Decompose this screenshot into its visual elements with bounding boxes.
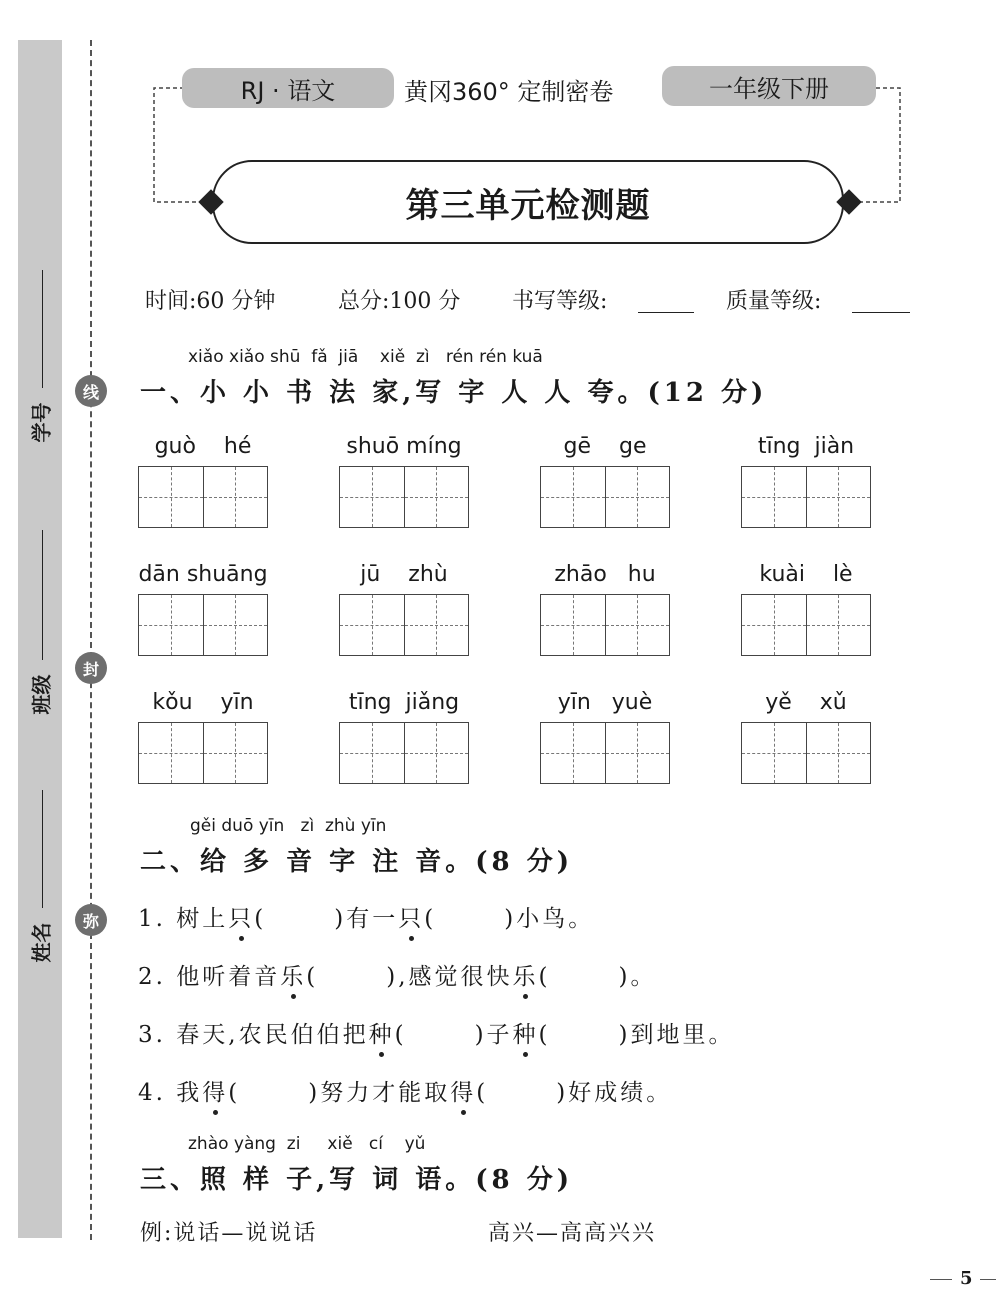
target-char: 只 xyxy=(398,900,424,933)
tian-grid-box[interactable] xyxy=(540,594,670,656)
word-pinyin: guò hé xyxy=(154,434,252,459)
writing-cell[interactable] xyxy=(405,595,469,655)
word-pinyin: yīn yuè xyxy=(557,690,653,715)
tian-grid-box[interactable] xyxy=(138,594,268,656)
page-rule-right xyxy=(980,1279,996,1280)
tian-grid-box[interactable] xyxy=(339,722,469,784)
target-char: 乐 xyxy=(280,958,306,991)
seal-mark-line: 线 xyxy=(75,375,107,407)
writing-cell[interactable] xyxy=(340,595,405,655)
word-pinyin: tīng jiǎng xyxy=(348,690,460,715)
tian-grid-box[interactable] xyxy=(540,466,670,528)
tian-grid-box[interactable] xyxy=(339,466,469,528)
section3-title: 三、照 样 子,写 词 语。(8 分) xyxy=(140,1165,574,1195)
writing-cell[interactable] xyxy=(807,723,871,783)
exam-title: 第三单元检测题 xyxy=(212,160,844,244)
word-pinyin: dān shuāng xyxy=(138,562,268,587)
writing-cell[interactable] xyxy=(742,723,807,783)
writing-cell[interactable] xyxy=(606,467,670,527)
word-pinyin: jū zhù xyxy=(360,562,448,587)
class-blank[interactable] xyxy=(42,530,43,660)
name-blank[interactable] xyxy=(42,790,43,908)
subject-badge: RJ · 语文 xyxy=(182,68,394,108)
grade-badge: 一年级下册 xyxy=(662,66,876,106)
word-pinyin: tīng jiàn xyxy=(757,434,855,459)
exam-total-score: 总分:100 分 xyxy=(338,289,461,314)
exam-time: 时间:60 分钟 xyxy=(145,289,276,314)
writing-cell[interactable] xyxy=(340,467,405,527)
example-2: 高兴—高高兴兴 xyxy=(488,1221,657,1246)
class-label: 班级 xyxy=(29,674,54,715)
writing-cell[interactable] xyxy=(541,467,606,527)
target-char: 只 xyxy=(228,900,254,933)
writing-cell[interactable] xyxy=(204,723,268,783)
writing-cell[interactable] xyxy=(606,595,670,655)
section1-pinyin: xiǎo xiǎo shū fǎ jiā xiě zì rén rén kuā xyxy=(188,347,543,367)
writing-cell[interactable] xyxy=(807,467,871,527)
writing-cell[interactable] xyxy=(742,467,807,527)
question-2-1: 1. 树上只( )有一只( )小鸟。 xyxy=(138,900,594,933)
writing-grade-label: 书写等级: xyxy=(512,289,608,314)
writing-cell[interactable] xyxy=(139,723,204,783)
question-2-3: 3. 春天,农民伯伯把种( )子种( )到地里。 xyxy=(138,1016,735,1049)
name-label: 姓名 xyxy=(29,922,54,963)
question-2-2: 2. 他听着音乐( ),感觉很快乐( )。 xyxy=(138,958,657,991)
tian-grid-box[interactable] xyxy=(540,722,670,784)
section3-pinyin: zhào yàng zi xiě cí yǔ xyxy=(188,1134,426,1154)
tian-grid-box[interactable] xyxy=(741,722,871,784)
target-char: 得 xyxy=(450,1074,476,1107)
writing-cell[interactable] xyxy=(405,467,469,527)
writing-cell[interactable] xyxy=(606,723,670,783)
student-number-label: 学号 xyxy=(29,402,54,443)
question-2-4: 4. 我得( )努力才能取得( )好成绩。 xyxy=(138,1074,672,1107)
word-pinyin: zhāo hu xyxy=(554,562,656,587)
word-pinyin: yě xǔ xyxy=(765,690,847,715)
binding-gutter xyxy=(18,40,62,1238)
section2-title: 二、给 多 音 字 注 音。(8 分) xyxy=(140,847,574,877)
example-1: 例:说话—说说话 xyxy=(140,1221,318,1246)
writing-cell[interactable] xyxy=(541,595,606,655)
writing-cell[interactable] xyxy=(405,723,469,783)
word-pinyin: kuài lè xyxy=(759,562,853,587)
writing-cell[interactable] xyxy=(204,595,268,655)
tian-grid-box[interactable] xyxy=(741,594,871,656)
quality-grade-blank[interactable] xyxy=(852,312,910,313)
writing-grade-blank[interactable] xyxy=(638,312,694,313)
writing-cell[interactable] xyxy=(204,467,268,527)
target-char: 得 xyxy=(202,1074,228,1107)
quality-grade-label: 质量等级: xyxy=(726,289,822,314)
writing-cell[interactable] xyxy=(742,595,807,655)
section1-title: 一、小 小 书 法 家,写 字 人 人 夸。(12 分) xyxy=(140,378,768,408)
target-char: 种 xyxy=(369,1016,395,1049)
target-char: 乐 xyxy=(513,958,539,991)
tian-grid-box[interactable] xyxy=(741,466,871,528)
writing-cell[interactable] xyxy=(541,723,606,783)
seal-mark-fill: 弥 xyxy=(75,904,107,936)
word-pinyin: shuō míng xyxy=(346,434,462,459)
student-number-blank[interactable] xyxy=(42,270,43,388)
writing-cell[interactable] xyxy=(139,595,204,655)
tian-grid-box[interactable] xyxy=(138,722,268,784)
word-pinyin: kǒu yīn xyxy=(152,690,254,715)
writing-cell[interactable] xyxy=(807,595,871,655)
target-char: 种 xyxy=(513,1016,539,1049)
seal-line xyxy=(90,40,92,1240)
writing-cell[interactable] xyxy=(139,467,204,527)
word-pinyin: gē ge xyxy=(563,434,647,459)
tian-grid-box[interactable] xyxy=(138,466,268,528)
writing-cell[interactable] xyxy=(340,723,405,783)
tian-grid-box[interactable] xyxy=(339,594,469,656)
section2-pinyin: gěi duō yīn zì zhù yīn xyxy=(190,816,387,836)
seal-mark-seal: 封 xyxy=(75,652,107,684)
series-title: 黄冈360° 定制密卷 xyxy=(404,78,614,106)
page-number: 5 xyxy=(960,1268,973,1289)
page-rule-left xyxy=(930,1279,952,1280)
